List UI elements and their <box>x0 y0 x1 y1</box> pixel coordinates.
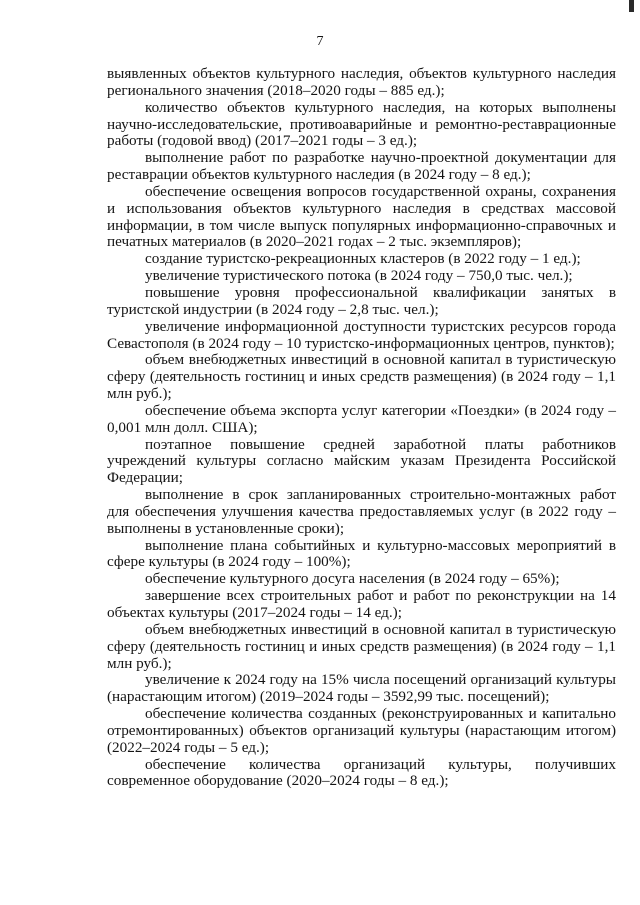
paragraph: выполнение работ по разработке научно-проектной документации для реставрации объектов культурного наследия (в 2024 году – 8 ед.); <box>107 149 616 184</box>
paragraph: выполнение в срок запланированных строительно-монтажных работ для обеспечения улучшения качества предоставляемых услуг (в 2022 году – выполнены в установленные сроки); <box>107 486 616 537</box>
paragraph: объем внебюджетных инвестиций в основной капитал в туристическую сферу (деятельность гостиниц и иных средств размещения) (в 2024 году – 1,1 млн руб.); <box>107 620 616 672</box>
page-number: 7 <box>316 34 324 49</box>
paragraph: увеличение к 2024 году на 15% числа посещений организаций культуры (нарастающим итогом) (2019–2024 годы – 3592,99 тыс. посещений); <box>107 671 616 706</box>
paragraph: обеспечение культурного досуга населения (в 2024 году – 65%); <box>145 570 560 588</box>
paragraph: поэтапное повышение средней заработной платы работников учреждений культуры согласно майским указам Президента Российской Федерации; <box>107 435 616 487</box>
paragraph: объем внебюджетных инвестиций в основной капитал в туристическую сферу (деятельность гостиниц и иных средств размещения) (в 2024 году – 1,1 млн руб.); <box>107 351 616 403</box>
paragraph: увеличение туристического потока (в 2024 году – 750,0 тыс. чел.); <box>145 267 573 285</box>
paragraph: обеспечение количества созданных (реконструированных и капитально отремонтированных) объектов организаций культуры (нарастающим итогом) (2022–2024 годы – 5 ед.); <box>107 705 616 756</box>
paragraph: обеспечение объема экспорта услуг категории «Поездки» (в 2024 году – 0,001 млн долл. США); <box>107 401 616 436</box>
paragraph: обеспечение количества организаций культуры, получивших современное оборудование (2020–2024 годы – 8 ед.); <box>107 755 616 790</box>
paragraph: увеличение информационной доступности туристских ресурсов города Севастополя (в 2024 году – 10 туристско-информационных центров, пунктов); <box>107 317 616 352</box>
paragraph: завершение всех строительных работ и работ по реконструкции на 14 объектах культуры (2017–2024 годы – 14 ед.); <box>107 587 616 621</box>
paragraph: создание туристско-рекреационных кластеров (в 2022 году – 1 ед.); <box>145 250 581 268</box>
paragraph: количество объектов культурного наследия, на которых выполнены научно-исследовательские, противоаварийные и ремонтно-реставрационные работы (годовой ввод) (2017–2021 годы – 3 ед.); <box>107 98 616 150</box>
paragraph: повышение уровня профессиональной квалификации занятых в туристской индустрии (в 2024 году – 2,8 тыс. чел.); <box>107 283 616 318</box>
document-body <box>107 66 616 790</box>
paragraph: выявленных объектов культурного наследия, объектов культурного наследия регионального значения (2018–2020 годы – 885 ед.); <box>107 65 616 99</box>
scan-corner-mark <box>629 0 634 12</box>
paragraph: выполнение плана событийных и культурно-массовых мероприятий в сфере культуры (в 2024 году – 100%); <box>107 536 616 571</box>
paragraph: обеспечение освещения вопросов государственной охраны, сохранения и использования объектов культурного наследия в средствах массовой информации, в том числе выпуск популярных информационно-справочных и печатных материалов (в 2020–2021 годах – 2 тыс. экземпляров); <box>107 182 616 251</box>
